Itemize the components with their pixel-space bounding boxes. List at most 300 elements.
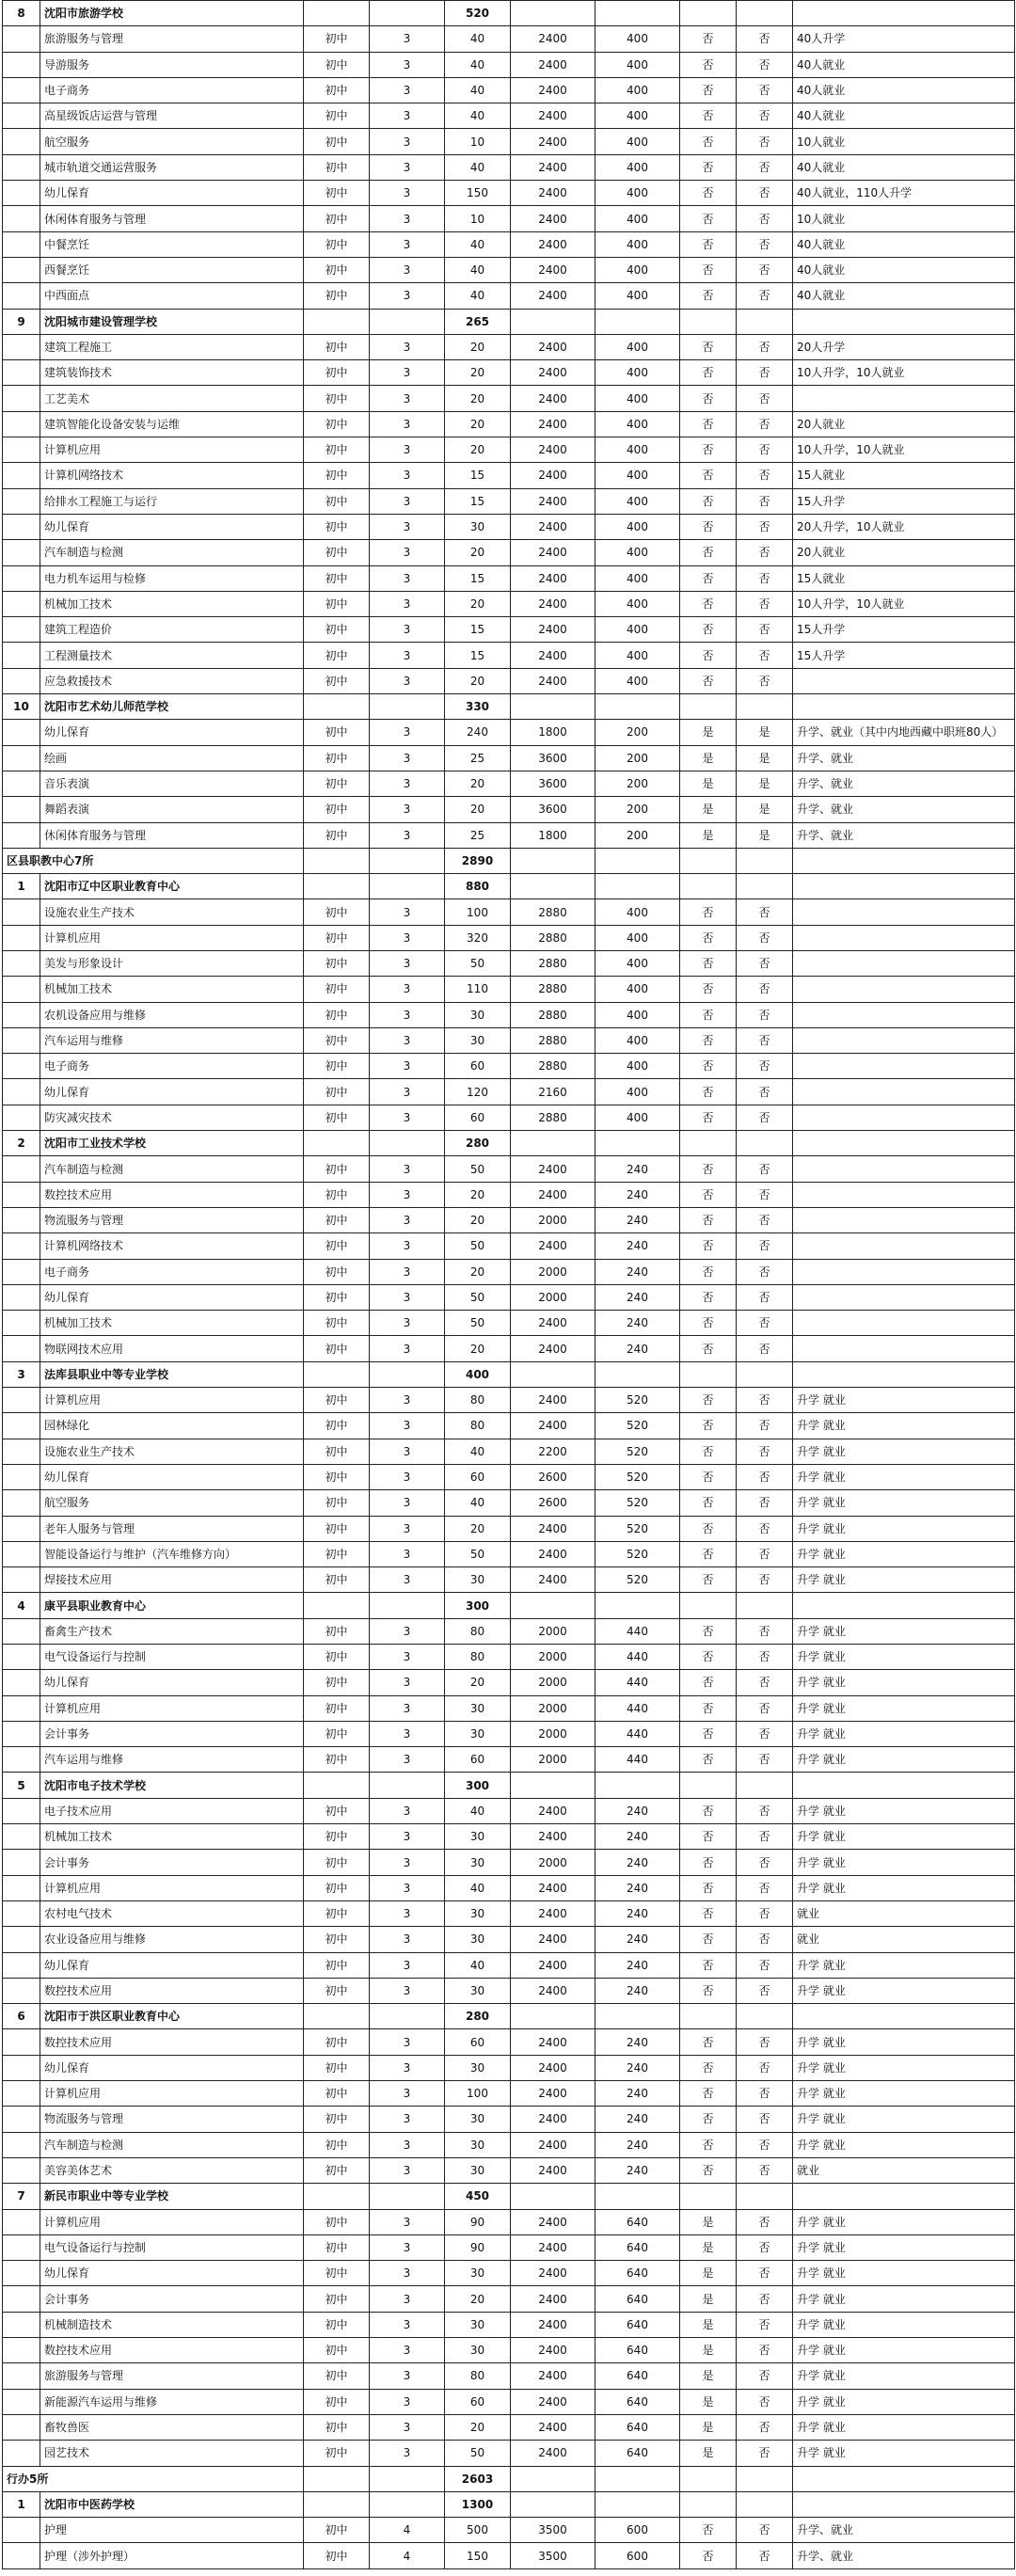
subsidy-cell: 640 (595, 2209, 680, 2234)
tuition-cell: 2400 (511, 1978, 595, 2003)
tuition-cell: 2400 (511, 591, 595, 616)
subsidy-cell: 640 (595, 2441, 680, 2466)
major-row (3, 2261, 1015, 2286)
years-cell: 3 (370, 2389, 445, 2414)
subsidy-cell: 400 (595, 668, 680, 693)
flag-cell-2: 否 (737, 899, 793, 925)
plan-count-cell: 500 (445, 2518, 511, 2543)
tuition-cell: 2400 (511, 2132, 595, 2157)
tuition-cell: 2880 (511, 1002, 595, 1027)
years-cell: 3 (370, 2107, 445, 2132)
row-number-cell (3, 771, 40, 796)
flag-cell-1: 否 (680, 1464, 737, 1489)
tuition-cell: 2880 (511, 925, 595, 950)
subsidy-cell: 600 (595, 2518, 680, 2543)
empty-cell (737, 309, 793, 334)
flag-cell-2: 否 (737, 2107, 793, 2132)
note-cell: 升学、就业 (793, 2543, 1015, 2568)
row-number-cell (3, 1284, 40, 1310)
empty-cell (304, 1, 370, 26)
major-row (3, 1182, 1015, 1207)
note-cell: 升学 就业 (793, 2055, 1015, 2080)
flag-cell-1: 否 (680, 1670, 737, 1695)
flag-cell-2: 否 (737, 386, 793, 411)
tuition-cell: 3600 (511, 797, 595, 822)
empty-cell (680, 848, 737, 873)
major-name-cell: 航空服务 (40, 1490, 304, 1516)
major-name-cell: 畜禽生产技术 (40, 1618, 304, 1644)
flag-cell-2: 否 (737, 1695, 793, 1721)
tuition-cell: 2200 (511, 1439, 595, 1464)
note-cell (793, 1054, 1015, 1079)
flag-cell-1: 否 (680, 1824, 737, 1850)
years-cell: 3 (370, 257, 445, 282)
years-cell: 3 (370, 1207, 445, 1232)
school-row (3, 1131, 1015, 1156)
major-name-cell: 西餐烹饪 (40, 257, 304, 282)
major-name-cell: 设施农业生产技术 (40, 899, 304, 925)
subsidy-cell: 400 (595, 1105, 680, 1130)
empty-cell (595, 1361, 680, 1387)
row-number-cell (3, 488, 40, 514)
tuition-cell: 2000 (511, 1670, 595, 1695)
subsidy-cell: 440 (595, 1645, 680, 1670)
tuition-cell: 2000 (511, 1259, 595, 1284)
level-cell: 初中 (304, 1054, 370, 1079)
tuition-cell: 2400 (511, 1541, 595, 1566)
school-number-cell: 1 (3, 2491, 40, 2517)
empty-cell (304, 2491, 370, 2517)
major-row (3, 1927, 1015, 1952)
subsidy-cell: 400 (595, 206, 680, 231)
flag-cell-1: 否 (680, 283, 737, 309)
plan-count-cell: 30 (445, 1850, 511, 1875)
row-number-cell (3, 1490, 40, 1516)
plan-count-cell: 80 (445, 1413, 511, 1439)
flag-cell-2: 否 (737, 283, 793, 309)
plan-count-cell: 40 (445, 26, 511, 52)
major-row (3, 154, 1015, 180)
row-number-cell (3, 334, 40, 359)
flag-cell-2: 否 (737, 1900, 793, 1926)
major-row (3, 2414, 1015, 2440)
flag-cell-1: 否 (680, 617, 737, 643)
level-cell: 初中 (304, 2414, 370, 2440)
major-row (3, 1311, 1015, 1336)
subsidy-cell: 240 (595, 1336, 680, 1361)
years-cell: 3 (370, 77, 445, 103)
level-cell: 初中 (304, 745, 370, 771)
major-name-cell: 中西面点 (40, 283, 304, 309)
flag-cell-2: 否 (737, 26, 793, 52)
plan-count-cell: 30 (445, 2157, 511, 2183)
major-row (3, 1336, 1015, 1361)
empty-cell (370, 309, 445, 334)
subsidy-cell: 400 (595, 411, 680, 437)
level-cell: 初中 (304, 2518, 370, 2543)
level-cell: 初中 (304, 1233, 370, 1259)
flag-cell-1: 否 (680, 1490, 737, 1516)
level-cell: 初中 (304, 103, 370, 129)
level-cell: 初中 (304, 720, 370, 745)
flag-cell-2: 否 (737, 2312, 793, 2337)
row-number-cell (3, 977, 40, 1002)
plan-count-cell: 60 (445, 1105, 511, 1130)
major-row (3, 1054, 1015, 1079)
level-cell: 初中 (304, 2209, 370, 2234)
tuition-cell: 2400 (511, 1388, 595, 1413)
row-number-cell (3, 822, 40, 848)
flag-cell-2: 否 (737, 617, 793, 643)
note-cell: 升学 就业 (793, 1516, 1015, 1541)
plan-count-cell: 80 (445, 1618, 511, 1644)
note-cell: 10人就业 (793, 129, 1015, 154)
plan-count-cell: 30 (445, 1695, 511, 1721)
tuition-cell: 2400 (511, 2209, 595, 2234)
empty-cell (595, 2491, 680, 2517)
years-cell: 3 (370, 1259, 445, 1284)
major-row (3, 1978, 1015, 2003)
empty-cell (595, 848, 680, 873)
note-cell: 10人升学，10人就业 (793, 437, 1015, 463)
years-cell: 3 (370, 1618, 445, 1644)
subsidy-cell: 640 (595, 2312, 680, 2337)
major-name-cell: 物流服务与管理 (40, 2107, 304, 2132)
plan-count-cell: 320 (445, 925, 511, 950)
major-row (3, 231, 1015, 257)
flag-cell-2: 否 (737, 2338, 793, 2363)
flag-cell-1: 否 (680, 1721, 737, 1746)
plan-count-cell: 20 (445, 1336, 511, 1361)
major-name-cell: 计算机应用 (40, 1875, 304, 1900)
subsidy-cell: 400 (595, 591, 680, 616)
major-name-cell: 汽车运用与维修 (40, 1027, 304, 1053)
major-row (3, 206, 1015, 231)
major-row (3, 565, 1015, 591)
years-cell: 3 (370, 1439, 445, 1464)
tuition-cell: 2400 (511, 488, 595, 514)
flag-cell-1: 否 (680, 231, 737, 257)
major-name-cell: 农村电气技术 (40, 1900, 304, 1926)
tuition-cell: 2400 (511, 1798, 595, 1823)
empty-cell (370, 2184, 445, 2209)
tuition-cell: 2880 (511, 1027, 595, 1053)
note-cell: 升学、就业 (793, 822, 1015, 848)
level-cell: 初中 (304, 1388, 370, 1413)
subsidy-cell: 520 (595, 1413, 680, 1439)
major-row (3, 334, 1015, 359)
flag-cell-1: 否 (680, 1798, 737, 1823)
level-cell: 初中 (304, 257, 370, 282)
tuition-cell: 2400 (511, 257, 595, 282)
plan-count-cell: 100 (445, 2081, 511, 2107)
plan-count-cell: 40 (445, 77, 511, 103)
tuition-cell: 2400 (511, 1336, 595, 1361)
note-cell: 20人升学，10人就业 (793, 514, 1015, 539)
note-cell: 40人就业 (793, 77, 1015, 103)
major-row (3, 1413, 1015, 1439)
school-number-cell: 8 (3, 1, 40, 26)
school-name-cell: 沈阳市旅游学校 (40, 1, 304, 26)
flag-cell-2: 否 (737, 925, 793, 950)
years-cell: 3 (370, 129, 445, 154)
level-cell: 初中 (304, 2286, 370, 2312)
major-name-cell: 舞蹈表演 (40, 797, 304, 822)
plan-count-cell: 30 (445, 1027, 511, 1053)
major-row (3, 1541, 1015, 1566)
empty-cell (737, 1361, 793, 1387)
major-name-cell: 电子商务 (40, 1054, 304, 1079)
table-body (3, 1, 1015, 2569)
years-cell: 4 (370, 2543, 445, 2568)
flag-cell-2: 否 (737, 334, 793, 359)
subsidy-cell: 400 (595, 540, 680, 565)
tuition-cell: 2880 (511, 977, 595, 1002)
flag-cell-1: 否 (680, 2543, 737, 2568)
years-cell: 3 (370, 1645, 445, 1670)
subsidy-cell: 400 (595, 129, 680, 154)
tuition-cell: 1800 (511, 822, 595, 848)
years-cell: 3 (370, 463, 445, 488)
empty-cell (680, 1131, 737, 1156)
major-row (3, 2363, 1015, 2389)
note-cell (793, 1207, 1015, 1232)
subsidy-cell: 240 (595, 1824, 680, 1850)
plan-count-cell: 10 (445, 206, 511, 231)
level-cell: 初中 (304, 925, 370, 950)
major-name-cell: 畜牧兽医 (40, 2414, 304, 2440)
level-cell: 初中 (304, 2107, 370, 2132)
plan-count-cell: 20 (445, 411, 511, 437)
empty-cell (680, 1593, 737, 1618)
plan-count-cell: 30 (445, 1978, 511, 2003)
empty-cell (511, 1131, 595, 1156)
level-cell: 初中 (304, 1721, 370, 1746)
note-cell (793, 1182, 1015, 1207)
major-name-cell: 防灾减灾技术 (40, 1105, 304, 1130)
plan-count-cell: 50 (445, 1156, 511, 1182)
row-number-cell (3, 2132, 40, 2157)
major-row (3, 1900, 1015, 1926)
years-cell: 3 (370, 386, 445, 411)
row-number-cell (3, 2029, 40, 2055)
row-number-cell (3, 1464, 40, 1489)
note-cell: 15人就业 (793, 463, 1015, 488)
flag-cell-1: 否 (680, 668, 737, 693)
level-cell: 初中 (304, 2441, 370, 2466)
row-number-cell (3, 1156, 40, 1182)
flag-cell-1: 否 (680, 1439, 737, 1464)
subsidy-cell: 240 (595, 2157, 680, 2183)
note-cell (793, 1156, 1015, 1182)
empty-cell (737, 2004, 793, 2029)
level-cell: 初中 (304, 1798, 370, 1823)
major-row (3, 2286, 1015, 2312)
row-number-cell (3, 1233, 40, 1259)
flag-cell-1: 否 (680, 181, 737, 206)
subsidy-cell: 200 (595, 822, 680, 848)
school-row (3, 1773, 1015, 1798)
note-cell: 升学 就业 (793, 2441, 1015, 2466)
group-total-cell: 2603 (445, 2466, 511, 2491)
major-name-cell: 汽车制造与检测 (40, 2132, 304, 2157)
row-number-cell (3, 1516, 40, 1541)
note-cell: 升学 就业 (793, 1798, 1015, 1823)
major-row (3, 925, 1015, 950)
school-name-cell: 沈阳市中医药学校 (40, 2491, 304, 2517)
major-row (3, 950, 1015, 976)
major-name-cell: 电气设备运行与控制 (40, 2234, 304, 2260)
empty-cell (370, 1773, 445, 1798)
subsidy-cell: 400 (595, 231, 680, 257)
flag-cell-2: 否 (737, 154, 793, 180)
major-name-cell: 新能源汽车运用与维修 (40, 2389, 304, 2414)
major-row (3, 181, 1015, 206)
plan-count-cell: 20 (445, 668, 511, 693)
note-cell: 升学 就业 (793, 2081, 1015, 2107)
flag-cell-1: 是 (680, 2286, 737, 2312)
school-row (3, 874, 1015, 899)
major-name-cell: 幼儿保育 (40, 181, 304, 206)
flag-cell-2: 否 (737, 514, 793, 539)
tuition-cell: 2400 (511, 334, 595, 359)
subsidy-cell: 520 (595, 1490, 680, 1516)
school-name-cell: 新民市职业中等专业学校 (40, 2184, 304, 2209)
flag-cell-1: 否 (680, 540, 737, 565)
row-number-cell (3, 26, 40, 52)
note-cell (793, 1259, 1015, 1284)
row-number-cell (3, 1054, 40, 1079)
years-cell: 3 (370, 2261, 445, 2286)
tuition-cell: 2400 (511, 77, 595, 103)
flag-cell-2: 否 (737, 1079, 793, 1105)
empty-cell (304, 874, 370, 899)
years-cell: 3 (370, 1747, 445, 1773)
major-row (3, 26, 1015, 52)
major-name-cell: 工程测量技术 (40, 643, 304, 668)
note-cell: 15人升学 (793, 488, 1015, 514)
row-number-cell (3, 1978, 40, 2003)
flag-cell-1: 是 (680, 2261, 737, 2286)
subsidy-cell: 400 (595, 77, 680, 103)
row-number-cell (3, 1567, 40, 1593)
subsidy-cell: 400 (595, 360, 680, 386)
tuition-cell: 2400 (511, 103, 595, 129)
plan-count-cell: 240 (445, 720, 511, 745)
years-cell: 3 (370, 2363, 445, 2389)
flag-cell-2: 否 (737, 2261, 793, 2286)
major-name-cell: 旅游服务与管理 (40, 26, 304, 52)
major-row (3, 1490, 1015, 1516)
level-cell: 初中 (304, 1156, 370, 1182)
flag-cell-1: 是 (680, 2338, 737, 2363)
major-row (3, 1284, 1015, 1310)
empty-cell (595, 1, 680, 26)
flag-cell-1: 否 (680, 1054, 737, 1079)
group-total-cell: 2890 (445, 848, 511, 873)
plan-count-cell: 20 (445, 386, 511, 411)
major-row (3, 2543, 1015, 2568)
level-cell: 初中 (304, 1284, 370, 1310)
note-cell: 升学 就业 (793, 1388, 1015, 1413)
school-total-cell: 520 (445, 1, 511, 26)
empty-cell (304, 694, 370, 720)
school-row (3, 1, 1015, 26)
years-cell: 3 (370, 1695, 445, 1721)
years-cell: 4 (370, 2518, 445, 2543)
flag-cell-2: 否 (737, 1336, 793, 1361)
level-cell: 初中 (304, 1105, 370, 1130)
tuition-cell: 2400 (511, 1824, 595, 1850)
row-number-cell (3, 2543, 40, 2568)
row-number-cell (3, 2312, 40, 2337)
row-number-cell (3, 1645, 40, 1670)
major-row (3, 2209, 1015, 2234)
row-number-cell (3, 2261, 40, 2286)
subsidy-cell: 440 (595, 1721, 680, 1746)
empty-cell (793, 694, 1015, 720)
flag-cell-2: 否 (737, 1311, 793, 1336)
flag-cell-2: 否 (737, 1233, 793, 1259)
empty-cell (304, 2466, 370, 2491)
note-cell: 升学、就业（其中内地西藏中职班80人） (793, 720, 1015, 745)
flag-cell-1: 是 (680, 2441, 737, 2466)
flag-cell-2: 否 (737, 437, 793, 463)
flag-cell-1: 否 (680, 1850, 737, 1875)
years-cell: 3 (370, 617, 445, 643)
school-row (3, 694, 1015, 720)
years-cell: 3 (370, 1900, 445, 1926)
tuition-cell: 2880 (511, 1054, 595, 1079)
major-row (3, 463, 1015, 488)
major-name-cell: 设施农业生产技术 (40, 1439, 304, 1464)
level-cell: 初中 (304, 1695, 370, 1721)
row-number-cell (3, 617, 40, 643)
flag-cell-2: 否 (737, 1259, 793, 1284)
flag-cell-1: 否 (680, 2029, 737, 2055)
major-name-cell: 幼儿保育 (40, 1464, 304, 1489)
empty-cell (511, 1361, 595, 1387)
years-cell: 3 (370, 925, 445, 950)
major-name-cell: 休闲体育服务与管理 (40, 822, 304, 848)
flag-cell-1: 否 (680, 2107, 737, 2132)
tuition-cell: 2000 (511, 1850, 595, 1875)
major-name-cell: 建筑装饰技术 (40, 360, 304, 386)
plan-count-cell: 60 (445, 1464, 511, 1489)
level-cell: 初中 (304, 1900, 370, 1926)
level-cell: 初中 (304, 463, 370, 488)
years-cell: 3 (370, 1490, 445, 1516)
flag-cell-1: 否 (680, 1388, 737, 1413)
major-name-cell: 汽车制造与检测 (40, 540, 304, 565)
row-number-cell (3, 154, 40, 180)
level-cell: 初中 (304, 1259, 370, 1284)
row-number-cell (3, 463, 40, 488)
row-number-cell (3, 103, 40, 129)
note-cell: 10人就业 (793, 206, 1015, 231)
empty-cell (370, 2004, 445, 2029)
years-cell: 3 (370, 1233, 445, 1259)
years-cell: 3 (370, 52, 445, 77)
major-name-cell: 航空服务 (40, 129, 304, 154)
plan-count-cell: 30 (445, 1900, 511, 1926)
empty-cell (680, 1, 737, 26)
flag-cell-2: 否 (737, 2389, 793, 2414)
level-cell: 初中 (304, 565, 370, 591)
school-total-cell: 330 (445, 694, 511, 720)
plan-count-cell: 100 (445, 899, 511, 925)
flag-cell-2: 否 (737, 1054, 793, 1079)
